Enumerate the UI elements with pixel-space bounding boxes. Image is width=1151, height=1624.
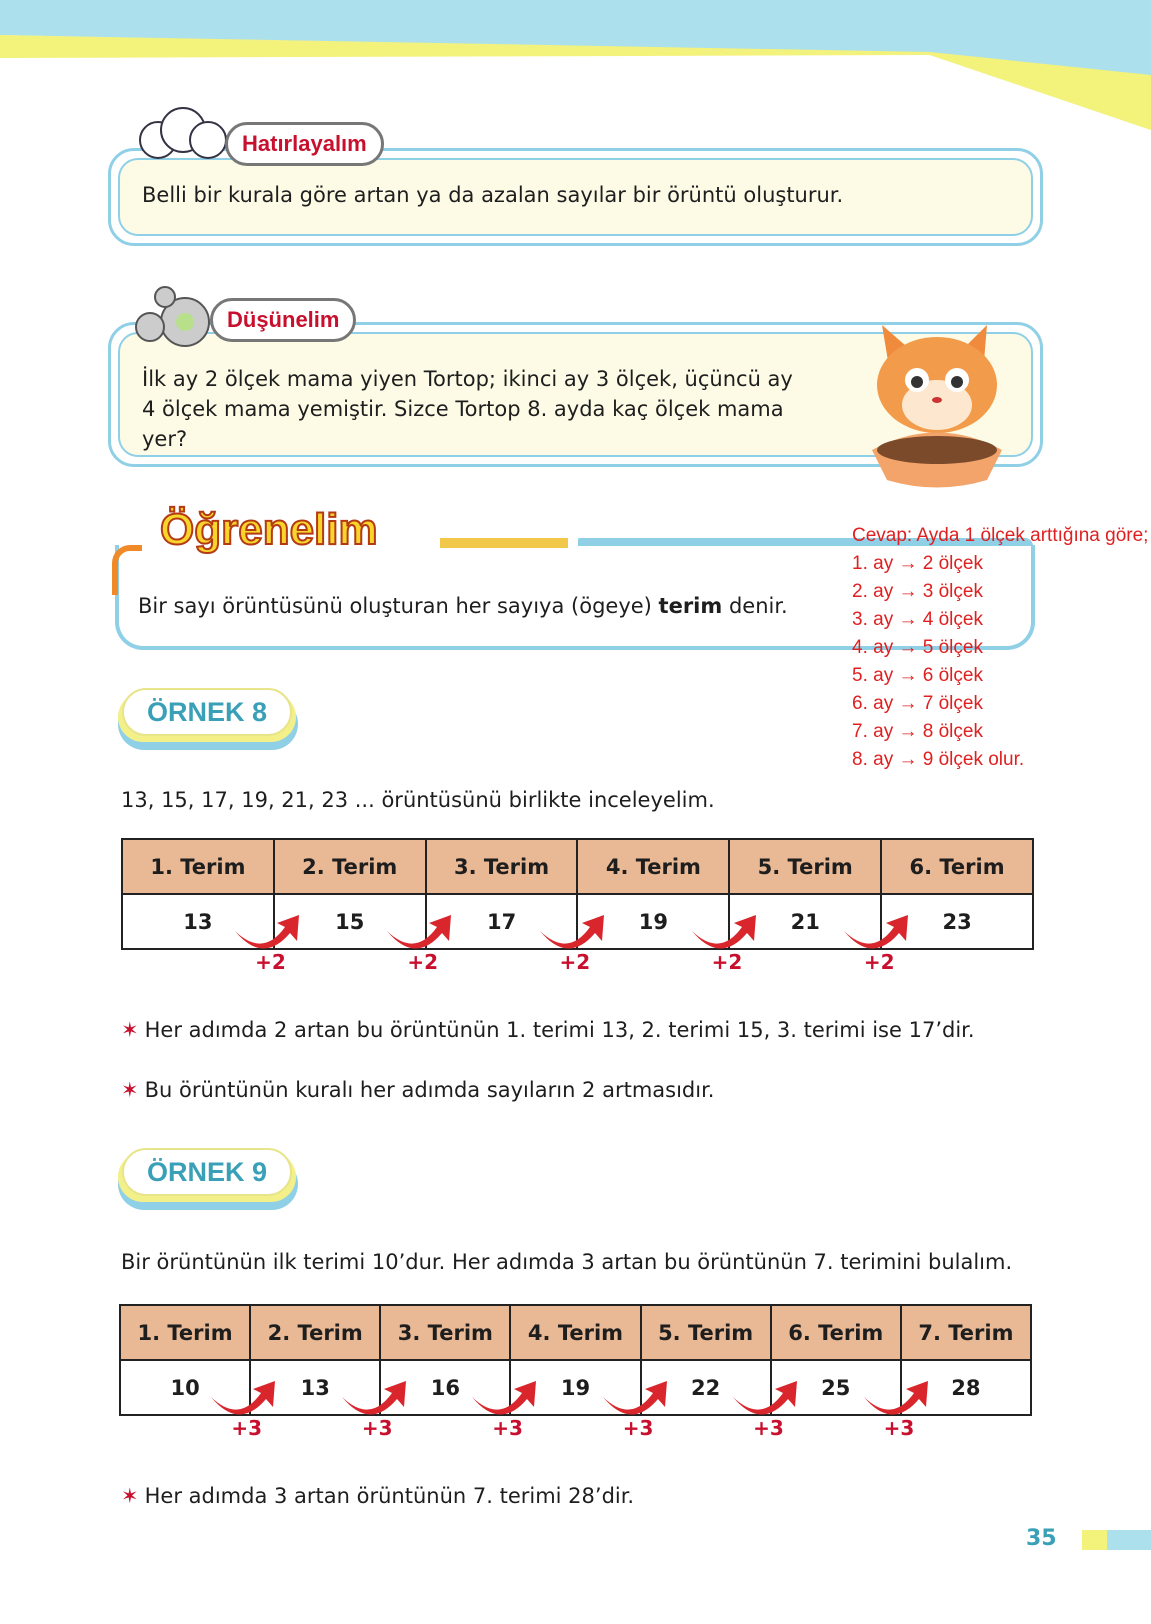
term-header: 6. Terim <box>881 839 1033 894</box>
cat-illustration <box>862 315 1012 495</box>
cloud-icon <box>128 105 238 170</box>
term-value: 19 <box>510 1360 640 1415</box>
ornek9-intro: Bir örüntünün ilk terimi 10’dur. Her adımda 3 artan bu örüntünün 7. terimini bulalım. <box>121 1250 1013 1274</box>
dusunelim-label: Düşünelim <box>210 298 356 342</box>
step-label: +2 <box>255 950 286 974</box>
term-header: 3. Terim <box>426 839 578 894</box>
hatirlayalim-label: Hatırlayalım <box>225 122 384 166</box>
term-value: 21 <box>729 894 881 949</box>
ornek9-badge: ÖRNEK 9 <box>118 1148 298 1210</box>
step-label: +2 <box>711 950 743 974</box>
step-label: +3 <box>883 1416 915 1440</box>
ogrenelim-text: Bir sayı örüntüsünü oluşturan her sayıya (ögeye) terim denir. <box>138 594 788 618</box>
ornek8-badge: ÖRNEK 8 <box>118 688 298 750</box>
step-label: +3 <box>231 1416 263 1440</box>
ogrenelim-title: Öğrenelim <box>160 505 378 554</box>
term-value: 17 <box>426 894 578 949</box>
term-value: 22 <box>641 1360 771 1415</box>
page-bar-blue <box>1107 1530 1151 1550</box>
step-label: +2 <box>863 950 895 974</box>
step-label: +3 <box>622 1416 654 1440</box>
term-header: 1. Terim <box>120 1305 250 1360</box>
step-label: +2 <box>559 950 591 974</box>
term-header: 3. Terim <box>380 1305 510 1360</box>
term-header: 6. Terim <box>771 1305 901 1360</box>
page-number: 35 <box>1026 1526 1057 1551</box>
term-header: 5. Terim <box>729 839 881 894</box>
star-icon: ✶ <box>121 1484 139 1508</box>
step-label: +3 <box>492 1416 523 1440</box>
term-header: 2. Terim <box>250 1305 380 1360</box>
term-header: 7. Terim <box>901 1305 1031 1360</box>
ogrenelim-corner <box>112 545 142 595</box>
ornek8-bullet: ✶ Her adımda 2 artan bu örüntünün 1. terimi 13, 2. terimi 15, 3. terimi ise 17’dir. <box>121 1018 975 1042</box>
term-header: 4. Terim <box>577 839 729 894</box>
ogrenelim-line-yellow <box>440 538 568 548</box>
term-value: 10 <box>120 1360 250 1415</box>
term-header: 4. Terim <box>510 1305 640 1360</box>
step-label: +3 <box>753 1416 784 1440</box>
ornek8-intro: 13, 15, 17, 19, 21, 23 ... örüntüsünü birlikte inceleyelim. <box>121 788 715 812</box>
term-value: 15 <box>274 894 426 949</box>
ornek8-bullet: ✶ Bu örüntünün kuralı her adımda sayıların 2 artmasıdır. <box>121 1078 715 1102</box>
term-header: 2. Terim <box>274 839 426 894</box>
step-label: +3 <box>361 1416 393 1440</box>
ornek9-bullet: ✶ Her adımda 3 artan örüntünün 7. terimi 28’dir. <box>121 1484 635 1508</box>
term-value: 28 <box>901 1360 1031 1415</box>
step-label: +2 <box>407 950 439 974</box>
term-value: 16 <box>380 1360 510 1415</box>
term-value: 13 <box>122 894 274 949</box>
term-header: 5. Terim <box>641 1305 771 1360</box>
term-value: 19 <box>577 894 729 949</box>
hatirlayalim-text: Belli bir kurala göre artan ya da azalan sayılar bir örüntü oluşturur. <box>142 183 844 207</box>
star-icon: ✶ <box>121 1078 139 1102</box>
dusunelim-text: İlk ay 2 ölçek mama yiyen Tortop; ikinci ay 3 ölçek, üçüncü ay 4 ölçek mama yemiştir. Sizce Tortop 8. ayda kaç ölçek mama yer? <box>142 367 793 451</box>
term-value: 23 <box>881 894 1033 949</box>
answer-annotation: Cevap: Ayda 1 ölçek arttığına göre; 1. ay → 2 ölçek 2. ay → 3 ölçek 3. ay → 4 ölçek 4. ay → 5 ölçek 5. ay → 6 ölçek 6. ay → 7 ölçek 7. ay → 8 ölçek 8. ay → 9 ölçek olur. <box>852 525 1149 770</box>
gears-icon <box>125 272 225 352</box>
term-header: 1. Terim <box>122 839 274 894</box>
term-value: 25 <box>771 1360 901 1415</box>
term-value: 13 <box>250 1360 380 1415</box>
star-icon: ✶ <box>121 1018 139 1042</box>
page-bar-yellow <box>1082 1530 1107 1550</box>
